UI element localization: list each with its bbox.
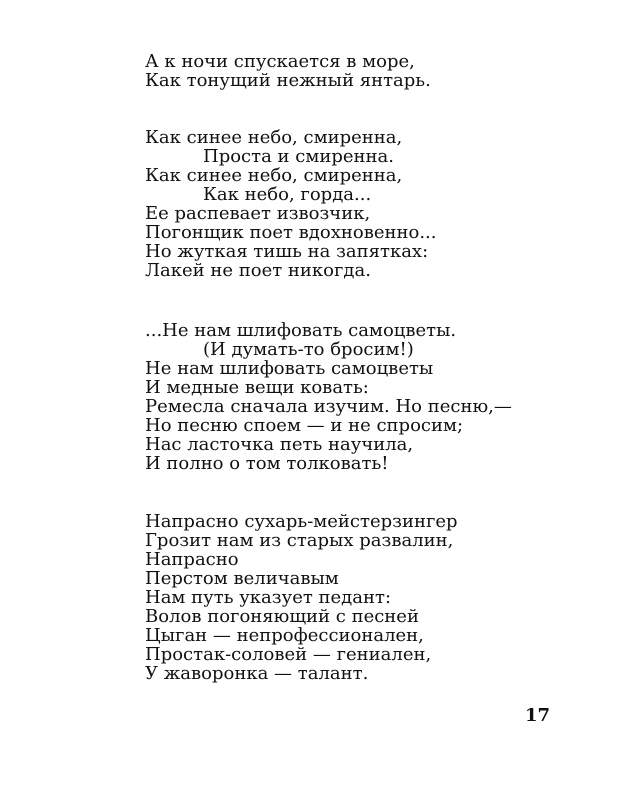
- poem-line: Волов погоняющий с песней: [145, 606, 419, 627]
- stanza-4: [145, 512, 585, 683]
- poem-line: Как синее небо, смиренна,: [145, 127, 403, 148]
- poem-line: Цыган — непрофессионален,: [145, 625, 424, 646]
- poem-line: Ремесла сначала изучим. Но песню,—: [145, 396, 512, 417]
- poem-line: Простак-соловей — гениален,: [145, 644, 432, 665]
- poem-line: Напрасно: [145, 549, 239, 570]
- poem-line: Грозит нам из старых развалин,: [145, 530, 454, 551]
- poem-line: У жаворонка — талант.: [145, 663, 369, 684]
- poem-line-indented: Проста и смиренна.: [203, 146, 394, 167]
- poem-line: И полно о том толковать!: [145, 453, 389, 474]
- poem-line: Как тонущий нежный янтарь.: [145, 70, 431, 91]
- poem-line: ...Не нам шлифовать самоцветы.: [145, 320, 457, 341]
- poem-line: Нас ласточка петь научила,: [145, 434, 414, 455]
- poem-line: А к ночи спускается в море,: [145, 51, 415, 72]
- stanza-3: [145, 321, 585, 473]
- poem-line: Как синее небо, смиренна,: [145, 165, 403, 186]
- poem-line: И медные вещи ковать:: [145, 377, 369, 398]
- page-number: 17: [524, 705, 550, 726]
- poem-line: Но песню споем — и не спросим;: [145, 415, 464, 436]
- poem-line-indented: Как небо, горда...: [203, 184, 372, 205]
- poem-line: Но жуткая тишь на запятках:: [145, 241, 429, 262]
- poem-line: Лакей не поет никогда.: [145, 260, 371, 281]
- poem-line: Перстом величавым: [145, 568, 339, 589]
- poem-line: Ее распевает извозчик,: [145, 203, 371, 224]
- poem-line-indented: (И думать-то бросим!): [203, 339, 414, 360]
- poem-line: Не нам шлифовать самоцветы: [145, 358, 434, 379]
- poem-line: Напрасно сухарь-мейстерзингер: [145, 511, 458, 532]
- poem-line: Погонщик поет вдохновенно...: [145, 222, 437, 243]
- poem-line: Нам путь указует педант:: [145, 587, 392, 608]
- stanza-1: [145, 52, 585, 90]
- stanza-2: [145, 128, 585, 280]
